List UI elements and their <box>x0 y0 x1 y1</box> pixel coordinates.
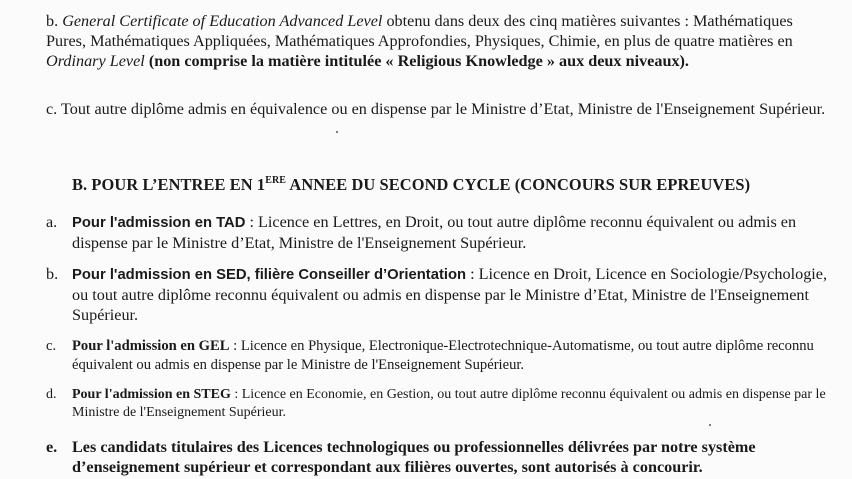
list-item-licences <box>46 437 836 477</box>
item-text: : Licence en Economie, en Gestion, ou tout autre diplôme reconnu équivalent ou admis en dispense par le Ministre de l'Enseignement Supérieur. <box>72 387 826 420</box>
item-title: Pour l'admission en TAD <box>72 215 246 231</box>
item-text: : Licence en Physique, Electronique-Electrotechnique-Automatisme, ou tout autre diplôme reconnu équivalent ou admis en dispense par le Ministre de l'Enseignement Supérieur. <box>72 338 814 373</box>
heading-post: ANNEE DU SECOND CYCLE (CONCOURS SUR EPREUVES) <box>286 175 751 194</box>
item-title: Les candidats titulaires des Licences technologiques ou professionnelles délivrées par notre système d’enseignement supérieur et correspondant aux filières ouvertes, sont autorisés à concourir. <box>72 438 756 476</box>
heading-pre: B. POUR L’ENTREE EN 1 <box>72 175 266 194</box>
item-title: Pour l'admission en GEL <box>72 338 230 354</box>
section-heading <box>72 175 750 195</box>
item-label: c. <box>46 338 57 354</box>
heading-sup: ERE <box>265 175 287 186</box>
exclusion-note: (non comprise la matière intitulée « Religious Knowledge » aux deux niveaux). <box>144 52 689 70</box>
list-item-steg <box>46 386 836 422</box>
item-title: Pour l'admission en SED, filière Conseiller d’Orientation <box>72 267 467 283</box>
ordinary-level: Ordinary Level <box>46 52 145 70</box>
paragraph-equivalence <box>46 99 836 119</box>
item-title: Pour l'admission en STEG <box>72 387 231 402</box>
item-label: d. <box>46 387 57 402</box>
speck <box>336 131 338 133</box>
speck <box>709 424 711 426</box>
paragraph-prefix: b. <box>46 12 63 30</box>
paragraph-text: c. Tout autre diplôme admis en équivalence ou en dispense par le Ministre d’Etat, Ministre de l'Enseignement Supérieur. <box>46 100 826 118</box>
item-label: b. <box>46 265 59 283</box>
item-text: : Licence en Droit, Licence en Sociologie/Psychologie, ou tout autre diplôme reconnu équivalent ou admis en dispense par le Ministre d’Etat, Ministre de l'Enseignement Supérieur. <box>72 265 828 324</box>
list-item-sed <box>46 264 836 325</box>
item-label: a. <box>46 213 58 231</box>
list-item-tad <box>46 212 836 253</box>
paragraph-text: obtenu dans deux des cinq matières suivantes : Mathématiques Pures, Mathématiques Appliquées, Mathématiques Approfondies, Physiques, Chimie, en plus de quatre matières en <box>46 12 793 50</box>
paragraph-gce-a-level <box>46 11 836 71</box>
certificate-name: General Certificate of Education Advanced Level <box>62 12 383 30</box>
list-item-gel <box>46 337 836 375</box>
item-label: e. <box>46 438 58 456</box>
item-text: : Licence en Lettres, en Droit, ou tout autre diplôme reconnu équivalent ou admis en dispense par le Ministre d’Etat, Ministre de l'Enseignement Supérieur. <box>72 213 797 252</box>
